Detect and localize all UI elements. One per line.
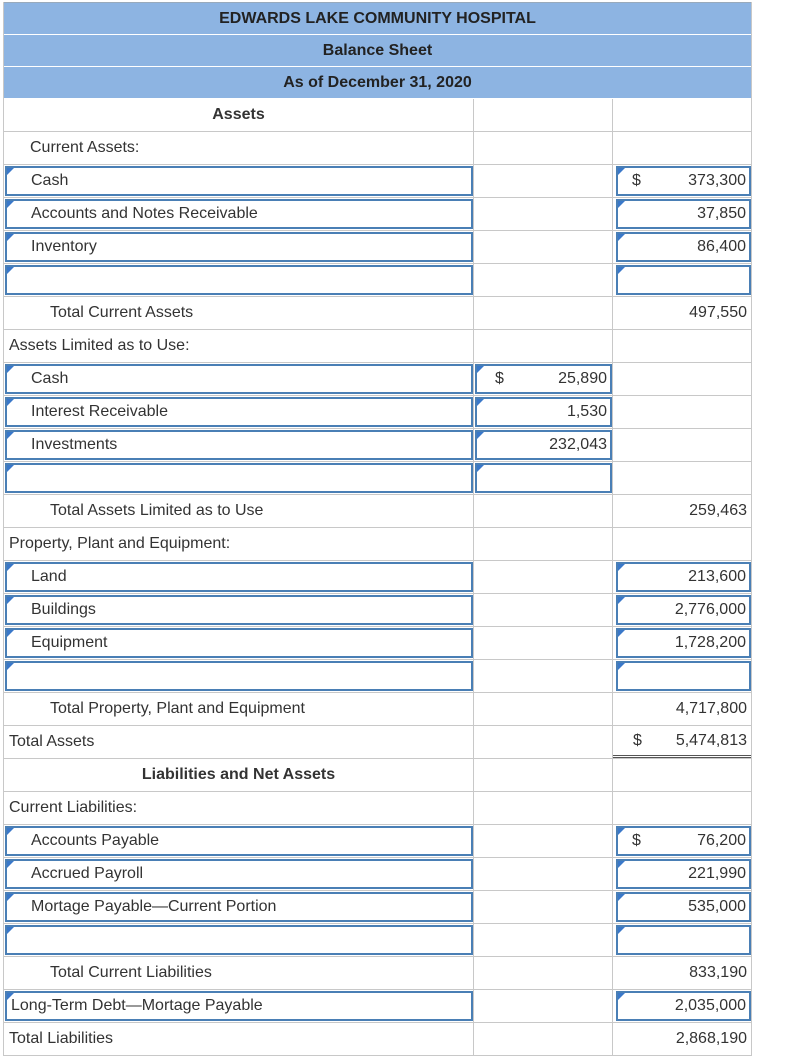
mortgage-current-label-input[interactable]: Mortage Payable—Current Portion [5, 892, 473, 922]
total-liabilities-label: Total Liabilities [4, 1023, 474, 1055]
accounts-payable-amount-input[interactable]: $ 76,200 [616, 826, 751, 856]
empty-ppe-row [4, 660, 751, 693]
ppe-header-row [4, 528, 751, 561]
total-current-assets-value: 497,550 [689, 304, 747, 321]
empty-alu-row [4, 462, 751, 495]
land-amount-input[interactable]: 213,600 [616, 562, 751, 592]
accounts-receivable-amount-input[interactable]: 37,850 [616, 199, 751, 229]
total-assets-currency: $ [633, 731, 642, 749]
empty-label-input[interactable] [5, 265, 473, 295]
total-ppe-value: 4,717,800 [675, 700, 747, 717]
long-term-debt-amount-input[interactable]: 2,035,000 [616, 991, 751, 1021]
statement-title: Balance Sheet [4, 35, 751, 67]
cash-label-input[interactable]: Cash [5, 166, 473, 196]
total-current-assets-row [4, 297, 751, 330]
balance-sheet [3, 2, 752, 1056]
empty-label-input[interactable] [5, 463, 473, 493]
empty-amount-input[interactable] [475, 463, 612, 493]
total-ppe-row [4, 693, 751, 726]
total-assets-row [4, 726, 751, 759]
total-current-liabilities-row [4, 957, 751, 990]
alu-header-row [4, 330, 751, 363]
total-current-liabilities-value: 833,190 [689, 964, 747, 981]
total-assets-value: 5,474,813 [675, 731, 747, 749]
long-term-debt-row [4, 990, 751, 1023]
buildings-amount-input[interactable]: 2,776,000 [616, 595, 751, 625]
total-current-liabilities-label: Total Current Liabilities [4, 957, 474, 989]
total-current-assets-label: Total Current Assets [4, 297, 474, 329]
total-alu-label: Total Assets Limited as to Use [4, 495, 474, 527]
cash-amount-input[interactable]: $ 373,300 [616, 166, 751, 196]
liabilities-heading-row [4, 759, 751, 792]
empty-amount-input[interactable] [616, 925, 751, 955]
empty-liability-row [4, 924, 751, 957]
accounts-receivable-label-input[interactable]: Accounts and Notes Receivable [5, 199, 473, 229]
liabilities-heading: Liabilities and Net Assets [4, 759, 474, 791]
total-liabilities-value: 2,868,190 [675, 1030, 747, 1047]
alu-cash-amount-input[interactable]: $ 25,890 [475, 364, 612, 394]
empty-label-input[interactable] [5, 661, 473, 691]
accounts-payable-row [4, 825, 751, 858]
investments-label-input[interactable]: Investments [5, 430, 473, 460]
current-assets-header: Current Assets: [4, 132, 474, 164]
accrued-payroll-amount-input[interactable]: 221,990 [616, 859, 751, 889]
equipment-amount-input[interactable]: 1,728,200 [616, 628, 751, 658]
land-row [4, 561, 751, 594]
mortgage-current-amount-input[interactable]: 535,000 [616, 892, 751, 922]
empty-amount-input[interactable] [616, 661, 751, 691]
buildings-row [4, 594, 751, 627]
ppe-header: Property, Plant and Equipment: [4, 528, 474, 560]
land-label-input[interactable]: Land [5, 562, 473, 592]
inventory-amount-input[interactable]: 86,400 [616, 232, 751, 262]
long-term-debt-label-input[interactable]: Long-Term Debt—Mortage Payable [5, 991, 473, 1021]
empty-amount-input[interactable] [616, 265, 751, 295]
current-liabilities-header-row [4, 792, 751, 825]
inventory-label-input[interactable]: Inventory [5, 232, 473, 262]
inventory-row [4, 231, 751, 264]
accounts-payable-label-input[interactable]: Accounts Payable [5, 826, 473, 856]
assets-heading-row [4, 99, 751, 132]
current-assets-header-row [4, 132, 751, 165]
assets-heading: Assets [4, 99, 474, 131]
empty-label-input[interactable] [5, 925, 473, 955]
accrued-payroll-label-input[interactable]: Accrued Payroll [5, 859, 473, 889]
alu-header: Assets Limited as to Use: [4, 330, 474, 362]
current-liabilities-header: Current Liabilities: [4, 792, 474, 824]
mortgage-current-row [4, 891, 751, 924]
interest-receivable-amount-input[interactable]: 1,530 [475, 397, 612, 427]
alu-cash-label-input[interactable]: Cash [5, 364, 473, 394]
total-liabilities-row [4, 1023, 751, 1056]
statement-date: As of December 31, 2020 [4, 67, 751, 99]
total-assets-value-cell [613, 726, 751, 758]
equipment-label-input[interactable]: Equipment [5, 628, 473, 658]
total-ppe-label: Total Property, Plant and Equipment [4, 693, 474, 725]
buildings-label-input[interactable]: Buildings [5, 595, 473, 625]
accrued-payroll-row [4, 858, 751, 891]
interest-receivable-label-input[interactable]: Interest Receivable [5, 397, 473, 427]
org-title: EDWARDS LAKE COMMUNITY HOSPITAL [4, 2, 751, 35]
total-assets-label: Total Assets [4, 726, 474, 758]
total-alu-value: 259,463 [689, 502, 747, 519]
empty-current-asset-row [4, 264, 751, 297]
investments-row [4, 429, 751, 462]
cash-row [4, 165, 751, 198]
interest-receivable-row [4, 396, 751, 429]
alu-cash-row [4, 363, 751, 396]
accounts-receivable-row [4, 198, 751, 231]
total-alu-row [4, 495, 751, 528]
equipment-row [4, 627, 751, 660]
investments-amount-input[interactable]: 232,043 [475, 430, 612, 460]
